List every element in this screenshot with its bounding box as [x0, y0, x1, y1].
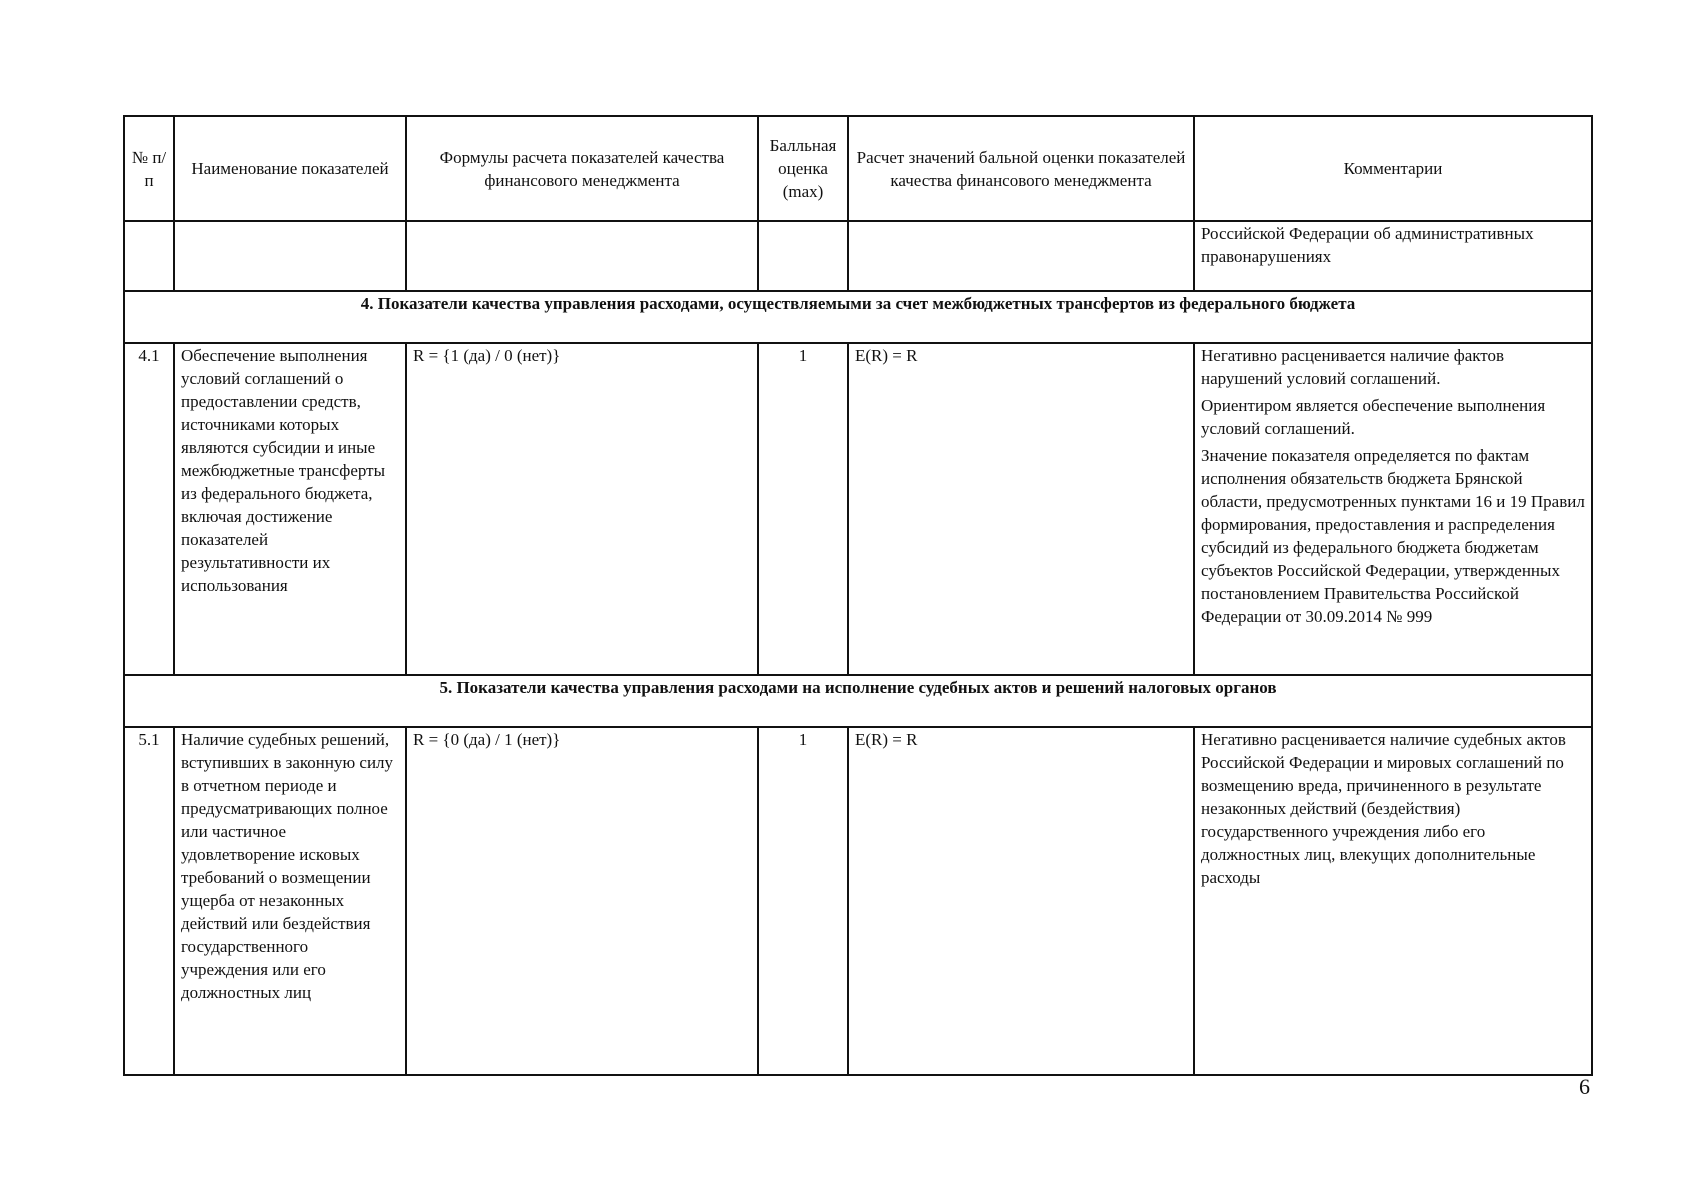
header-formula: Формулы расчета показателей качества финансового менеджмента — [406, 116, 758, 221]
indicator-comment: Негативно расценивается наличие судебных актов Российской Федерации и мировых соглашений по возмещению вреда, причиненного в результате незаконных действий (бездействия) государственного учреждения либо его должностных лиц, влекущих дополнительные расходы — [1194, 727, 1592, 1075]
indicator-calc: E(R) = R — [848, 727, 1194, 1075]
comment-paragraph: Ориентиром является обеспечение выполнения условий соглашений. — [1201, 396, 1546, 438]
table-row-5-1 — [124, 727, 1592, 1075]
header-num: № п/п — [124, 116, 174, 221]
cell-empty — [848, 221, 1194, 291]
header-comment: Комментарии — [1194, 116, 1592, 221]
indicator-name: Наличие судебных решений, вступивших в законную силу в отчетном периоде и предусматривающих полное или частичное удовлетворение исковых требований о возмещении ущерба от незаконных действий или бездействия государственного учреждения или его должностных лиц — [174, 727, 406, 1075]
header-calc: Расчет значений бальной оценки показателей качества финансового менеджмента — [848, 116, 1194, 221]
indicators-table — [123, 115, 1593, 1076]
section-4-title: 4. Показатели качества управления расходами, осуществляемыми за счет межбюджетных трансфертов из федерального бюджета — [124, 291, 1592, 343]
cell-empty — [174, 221, 406, 291]
indicator-calc: E(R) = R — [848, 343, 1194, 675]
header-name: Наименование показателей — [174, 116, 406, 221]
indicator-score: 1 — [758, 727, 848, 1075]
table-header-row — [124, 116, 1592, 221]
section-4-row — [124, 291, 1592, 343]
row-number: 5.1 — [124, 727, 174, 1075]
header-score: Балльная оценка (max) — [758, 116, 848, 221]
indicator-comment — [1194, 343, 1592, 675]
table-row-continuation — [124, 221, 1592, 291]
cell-empty — [406, 221, 758, 291]
indicator-formula: R = {0 (да) / 1 (нет)} — [406, 727, 758, 1075]
section-5-title: 5. Показатели качества управления расходами на исполнение судебных актов и решений налоговых органов — [124, 675, 1592, 727]
indicator-name: Обеспечение выполнения условий соглашений о предоставлении средств, источниками которых являются субсидии и иные межбюджетные трансферты из федерального бюджета, включая достижение показателей результативности их использования — [174, 343, 406, 675]
cell-empty — [758, 221, 848, 291]
table-row-4-1 — [124, 343, 1592, 675]
row-number: 4.1 — [124, 343, 174, 675]
cell-empty — [124, 221, 174, 291]
continuation-comment: Российской Федерации об административных правонарушениях — [1194, 221, 1592, 291]
indicator-score: 1 — [758, 343, 848, 675]
comment-paragraph: Значение показателя определяется по фактам исполнения обязательств бюджета Брянской области, предусмотренных пунктами 16 и 19 Правил формирования, предоставления и распределения субсидий из федерального бюджета бюджетам субъектов Российской Федерации, утвержденных постановлением Правительства Российской Федерации от 30.09.2014 № 999 — [1201, 446, 1585, 626]
section-5-row — [124, 675, 1592, 727]
page-number: 6 — [1579, 1074, 1590, 1099]
indicator-formula: R = {1 (да) / 0 (нет)} — [406, 343, 758, 675]
comment-paragraph: Негативно расценивается наличие фактов нарушений условий соглашений. — [1201, 346, 1505, 388]
